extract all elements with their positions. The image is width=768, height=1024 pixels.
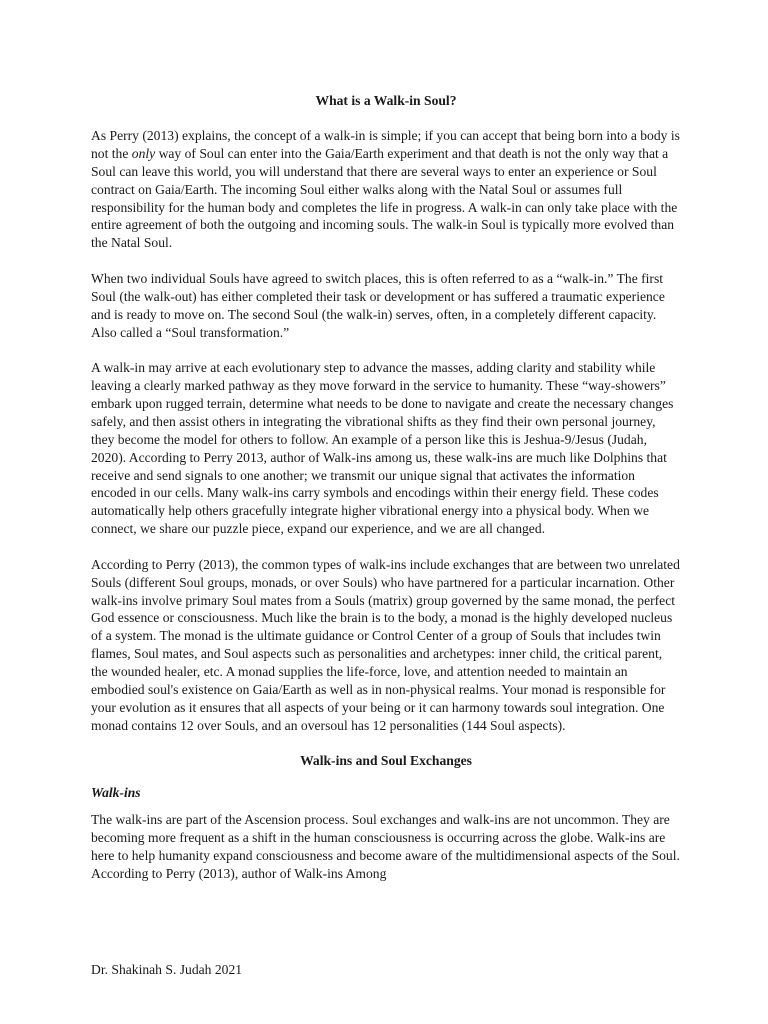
- section-heading: Walk-ins and Soul Exchanges: [300, 753, 472, 769]
- paragraph-1-start: As Perry (2013) explains, the concept of a walk-in is simple; if you can accept that being born into a body is not the: [91, 127, 680, 161]
- paragraph-5: The walk-ins are part of the Ascension process. Soul exchanges and walk-ins are not uncommon. They are becoming more frequent as a shift in the human consciousness is occurring across the globe. Walk-ins are here to help humanity expand consciousness and become aware of the multidimensional aspects of the Soul. According to Perry (2013), author of Walk-ins Among: [91, 812, 680, 881]
- emphasis-only: only: [131, 145, 156, 161]
- paragraph-3: A walk-in may arrive at each evolutionary step to advance the masses, adding clarity and stability while leaving a clearly marked pathway as they move forward in the service to humanity. These “way-showers” embark upon rugged terrain, determine what needs to be done to navigate and create the necessary changes safely, and then assist others in integrating the vibrational shifts as they find their own personal journey, they become the model for others to follow. An example of a person like this is Jeshua-9/Jesus (Judah, 2020). According to Perry 2013, author of Walk-ins among us, these walk-ins are much like Dolphins that receive and send signals to one another; we transmit our unique signal that activates the information encoded in our cells. Many walk-ins carry symbols and encodings within their energy field. These codes automatically help others gracefully integrate higher vibrational energy into a physical body. When we connect, we share our puzzle piece, expand our experience, and we are all changed.: [91, 360, 674, 537]
- paragraph-1: [91, 127, 681, 252]
- paragraph-4: According to Perry (2013), the common types of walk-ins include exchanges that are between two unrelated Souls (different Soul groups, monads, or over Souls) who have partnered for a particular incarnation. Other walk-ins involve primary Soul mates from a Souls (matrix) group governed by the same monad, the perfect God essence or consciousness. Much like the brain is to the body, a monad is the highly developed nucleus of a system. The monad is the ultimate guidance or Control Center of a group of Souls that includes twin flames, Soul mates, and Soul aspects such as personalities and archetypes: inner child, the critical parent, the wounded healer, etc. A monad supplies the life-force, love, and attention needed to maintain an embodied soul's existence on Gaia/Earth as well as in non-physical realms. Your monad is responsible for your evolution as it ensures that all aspects of your being or it can harmony towards soul integration. One monad contains 12 over Souls, and an oversoul has 12 personalities (144 Soul aspects).: [91, 556, 680, 733]
- paragraph-1-end: way of Soul can enter into the Gaia/Earth experiment and that death is not the only way that a Soul can leave this world, you will understand that there are several ways to enter an experience or Soul contract on Gaia/Earth. The incoming Soul either walks along with the Natal Soul or assumes full responsibility for the human body and completes the life in progress. A walk-in can only take place with the entire agreement of both the outgoing and incoming souls. The walk-in Soul is typically more evolved than the Natal Soul.: [91, 145, 678, 251]
- subsection-heading: Walk-ins: [91, 785, 141, 801]
- document-page: [91, 92, 681, 900]
- document-title: What is a Walk-in Soul?: [315, 93, 457, 108]
- page-footer: Dr. Shakinah S. Judah 2021: [91, 962, 243, 977]
- paragraph-2: When two individual Souls have agreed to switch places, this is often referred to as a “walk-in.” The first Soul (the walk-out) has either completed their task or development or has suffered a traumatic experience and is ready to move on. The second Soul (the walk-in) serves, often, in a completely different capacity. Also called a “Soul transformation.”: [91, 270, 665, 340]
